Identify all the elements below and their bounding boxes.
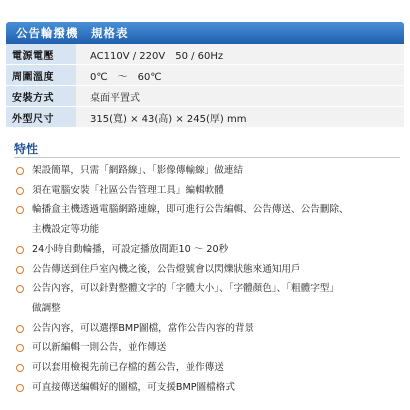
spec-row-installation bbox=[6, 86, 404, 107]
feature-item bbox=[14, 338, 404, 358]
spec-table bbox=[6, 44, 404, 128]
feature-item bbox=[14, 161, 404, 181]
feature-text: 公告傳送到住戶室內機之後，公告燈號會以閃爍狀態來通知用戶 bbox=[32, 263, 301, 275]
spec-value: 315(寬) × 43(高) × 245(厚) mm bbox=[76, 107, 404, 128]
spec-label: 安裝方式 bbox=[6, 86, 76, 107]
feature-text: 可直接傳送編輯好的圖檔，可支援BMP圖檔格式 bbox=[32, 381, 235, 393]
features-title: 特性 bbox=[14, 142, 39, 156]
feature-text: 可以套用檢視先前已存檔的舊公告，並作傳送 bbox=[32, 362, 224, 374]
spec-row-voltage bbox=[6, 44, 404, 65]
feature-text: 做調整 bbox=[32, 302, 61, 314]
bullet-circle-icon bbox=[16, 187, 24, 195]
spec-label: 電源電壓 bbox=[6, 44, 76, 65]
feature-item bbox=[14, 279, 404, 299]
feature-item bbox=[14, 299, 404, 319]
feature-text: 公告內容，可以針對整體文字的「字體大小」、「字體顏色」、「粗體字型」 bbox=[32, 283, 339, 295]
spec-title: 公告輪撥機 規格表 bbox=[6, 22, 404, 44]
bullet-circle-icon bbox=[16, 206, 24, 214]
spec-value: 桌面平置式 bbox=[76, 86, 404, 107]
feature-item bbox=[14, 200, 404, 220]
spec-value: 0℃ ～ 60℃ bbox=[76, 65, 404, 86]
feature-item bbox=[14, 319, 404, 339]
spec-table-panel bbox=[6, 22, 404, 128]
bullet-circle-icon bbox=[16, 384, 24, 392]
bullet-circle-icon bbox=[16, 364, 24, 372]
feature-text: 可以新編輯一則公告，並作傳送 bbox=[32, 342, 167, 354]
feature-item bbox=[14, 260, 404, 280]
feature-text: 輪播盒主機透過電腦網路連線，即可進行公告編輯、公告傳送、公告刪除、 bbox=[32, 204, 349, 216]
bullet-circle-icon bbox=[16, 167, 24, 175]
spec-row-dimensions bbox=[6, 107, 404, 128]
spec-label: 周圍溫度 bbox=[6, 65, 76, 86]
bullet-circle-icon bbox=[16, 285, 24, 293]
bullet-circle-icon bbox=[16, 325, 24, 333]
feature-text: 24小時自動輪播，可設定播放間距10 ～ 20秒 bbox=[32, 243, 229, 255]
feature-text: 主機設定等功能 bbox=[32, 224, 100, 236]
bullet-circle-icon bbox=[16, 344, 24, 352]
spec-label: 外型尺寸 bbox=[6, 107, 76, 128]
feature-item bbox=[14, 220, 404, 240]
feature-text: 須在電腦安裝「社區公告管理工具」編輯軟體 bbox=[32, 184, 224, 196]
feature-text: 架設簡單，只需「網路線」、「影像傳輸線」做連結 bbox=[32, 165, 244, 176]
bullet-circle-icon bbox=[16, 266, 24, 274]
feature-item bbox=[14, 378, 404, 398]
feature-item bbox=[14, 358, 404, 378]
feature-text: 公告內容，可以選擇BMP圖檔，當作公告內容的背景 bbox=[32, 322, 255, 334]
features-divider bbox=[14, 157, 400, 158]
feature-item bbox=[14, 240, 404, 260]
feature-item bbox=[14, 181, 404, 201]
spec-value: AC110V / 220V 50 / 60Hz bbox=[76, 44, 404, 65]
bullet-circle-icon bbox=[16, 246, 24, 254]
features-list bbox=[14, 161, 404, 397]
spec-row-temperature bbox=[6, 65, 404, 86]
